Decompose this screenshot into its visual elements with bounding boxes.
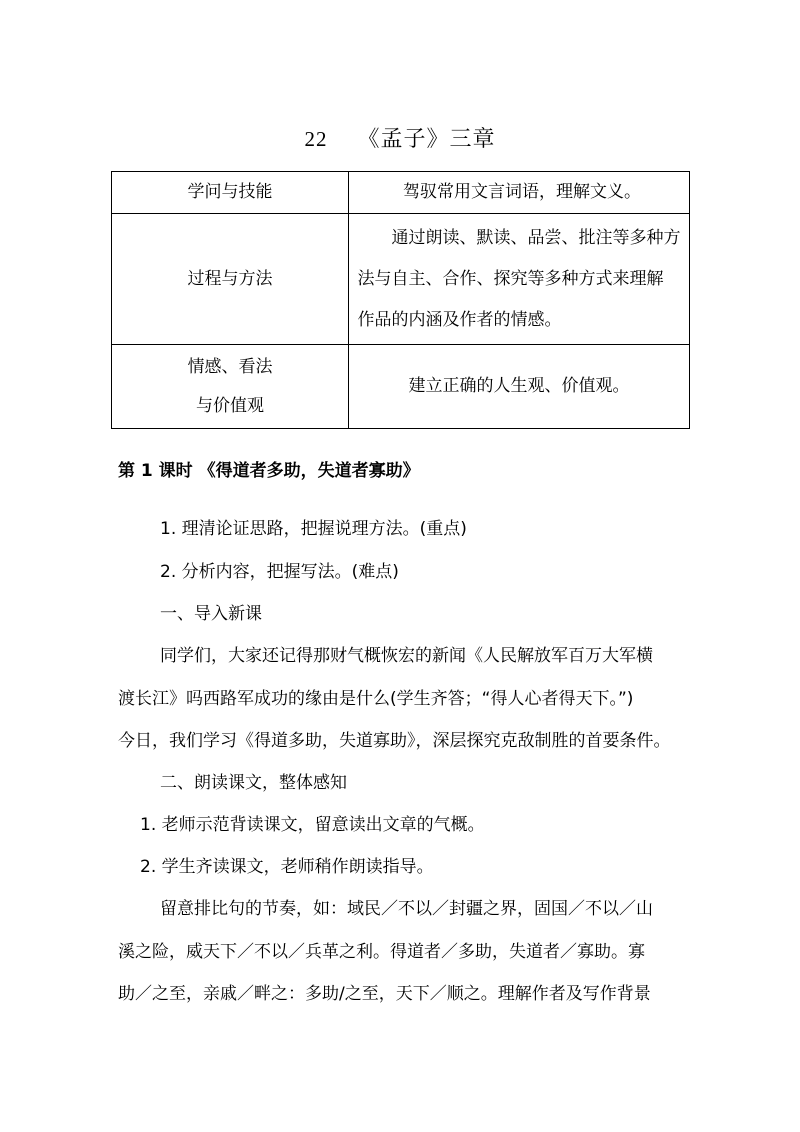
body-line: 同学们，大家还记得那财气概恢宏的新闻《人民解放军百万大军横 <box>160 646 653 666</box>
objective-label: 过程与方法 <box>112 214 349 345</box>
objective-label: 情感、看法 与价值观 <box>112 345 349 429</box>
table-row <box>112 172 690 214</box>
goal-line: 1. 理清论证思路，把握说理方法。(重点) <box>160 519 467 539</box>
section-heading: 二、朗读课文，整体感知 <box>160 773 347 793</box>
objective-value: 建立正确的人生观、价值观。 <box>349 345 690 429</box>
objectives-table <box>111 171 690 429</box>
body-line: 渡长江》吗西路军成功的缘由是什么(学生齐答；“得人心者得天下。”) <box>118 689 634 709</box>
body-line: 助／之至，亲戚／畔之：多助/之至，天下／顺之。理解作者及写作背景 <box>118 984 651 1004</box>
objective-value: 通过朗读、默读、品尝、批注等多种方 法与自主、合作、探究等多种方式来理解 作品的内涵及作者的情感。 <box>349 214 690 345</box>
objective-value: 驾驭常用文言词语，理解文义。 <box>349 172 690 214</box>
objective-label: 学问与技能 <box>112 172 349 214</box>
lesson-number: 22 <box>304 127 328 151</box>
body-line: 溪之险，威天下／不以／兵革之利。得道者／多助，失道者／寡助。寡 <box>118 942 645 962</box>
body-line: 留意排比句的节奏，如：域民／不以／封疆之界，固国／不以／山 <box>160 899 653 919</box>
table-row <box>112 345 690 429</box>
goal-line: 2. 分析内容，把握写法。(难点) <box>160 562 399 582</box>
lesson-heading: 第 1 课时 《得道者多助，失道者寡助》 <box>118 461 420 481</box>
step-line: 1. 老师示范背读课文，留意读出文章的气概。 <box>140 815 485 835</box>
page-title <box>0 122 800 153</box>
step-line: 2. 学生齐读课文，老师稍作朗读指导。 <box>140 857 434 877</box>
section-heading: 一、导入新课 <box>160 604 262 624</box>
body-line: 今日，我们学习《得道多助，失道寡助》，深层探究克敌制胜的首要条件。 <box>118 731 671 751</box>
lesson-title-text: 《孟子》三章 <box>357 127 496 152</box>
table-row <box>112 214 690 345</box>
